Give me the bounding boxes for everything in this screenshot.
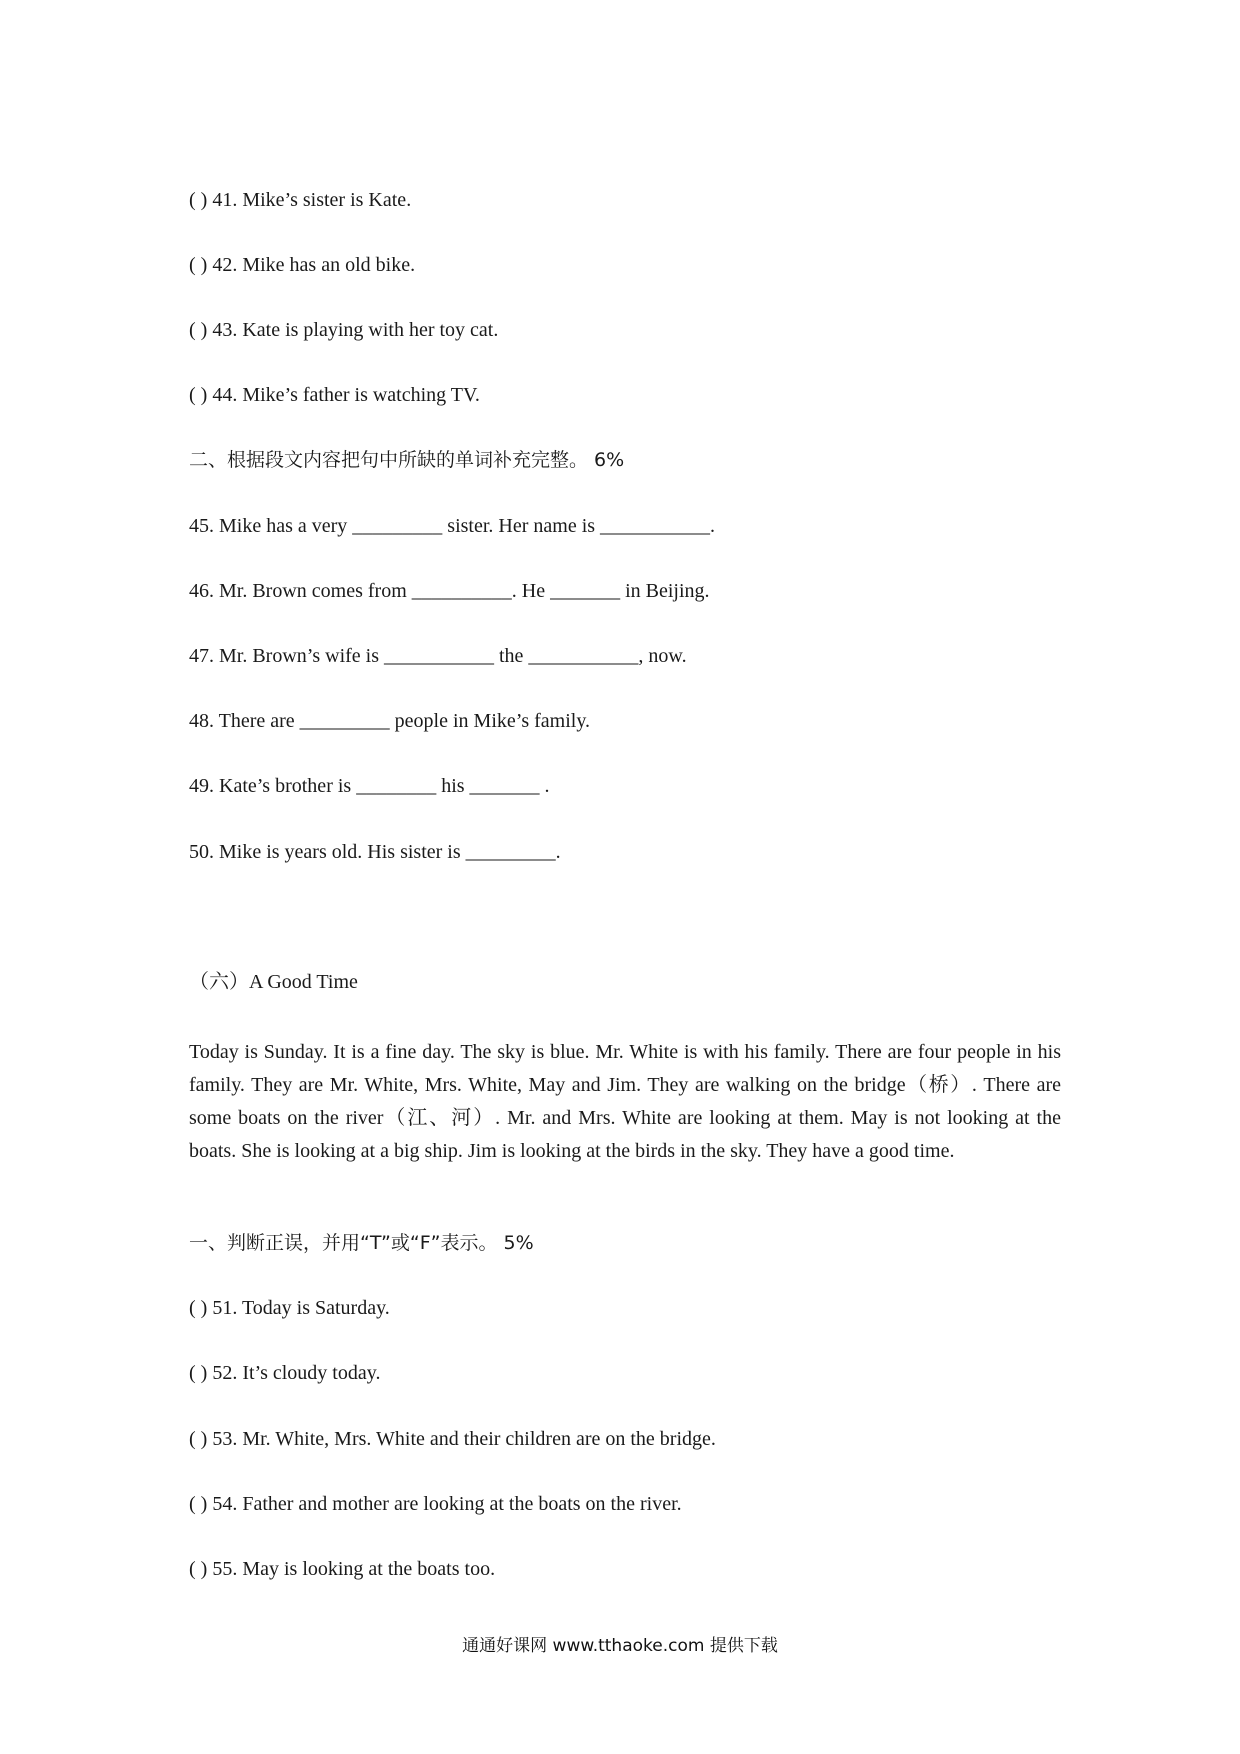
question-47: 47. Mr. Brown’s wife is ___________ the ___________, now.: [189, 645, 687, 667]
question-49: 49. Kate’s brother is ________ his _______ .: [189, 775, 550, 797]
question-53: ( ) 53. Mr. White, Mrs. White and their children are on the bridge.: [189, 1428, 716, 1450]
question-50: 50. Mike is years old. His sister is _________.: [189, 841, 561, 863]
question-42: ( ) 42. Mike has an old bike.: [189, 254, 416, 276]
question-45: 45. Mike has a very _________ sister. Her name is ___________.: [189, 515, 716, 537]
footer-watermark: 通通好课网 www.tthaoke.com 提供下载: [462, 1636, 778, 1656]
question-54: ( ) 54. Father and mother are looking at the boats on the river.: [189, 1493, 682, 1515]
question-41: ( ) 41. Mike’s sister is Kate.: [189, 189, 412, 211]
question-48: 48. There are _________ people in Mike’s family.: [189, 710, 591, 732]
question-44: ( ) 44. Mike’s father is watching TV.: [189, 384, 480, 406]
section-heading-true-false: 一、判断正误，并用“T”或“F”表示。 5%: [189, 1232, 534, 1254]
question-51: ( ) 51. Today is Saturday.: [189, 1297, 390, 1319]
question-46: 46. Mr. Brown comes from __________. He _______ in Beijing.: [189, 580, 710, 602]
question-55: ( ) 55. May is looking at the boats too.: [189, 1558, 496, 1580]
passage-title: （六）A Good Time: [189, 971, 358, 993]
reading-passage: Today is Sunday. It is a fine day. The sky is blue. Mr. White is with his family. There are four people in his family. They are Mr. White, Mrs. White, May and Jim. They are walking on the bridge（桥）. There are some boats on the river（江、河）. Mr. and Mrs. White are looking at them. May is not looking at the boats. She is looking at a big ship. Jim is looking at the birds in the sky. They have a good time.: [189, 1041, 1061, 1162]
question-43: ( ) 43. Kate is playing with her toy cat.: [189, 319, 499, 341]
question-52: ( ) 52. It’s cloudy today.: [189, 1362, 381, 1384]
section-heading-fill-blanks: 二、根据段文内容把句中所缺的单词补充完整。 6%: [189, 449, 625, 471]
